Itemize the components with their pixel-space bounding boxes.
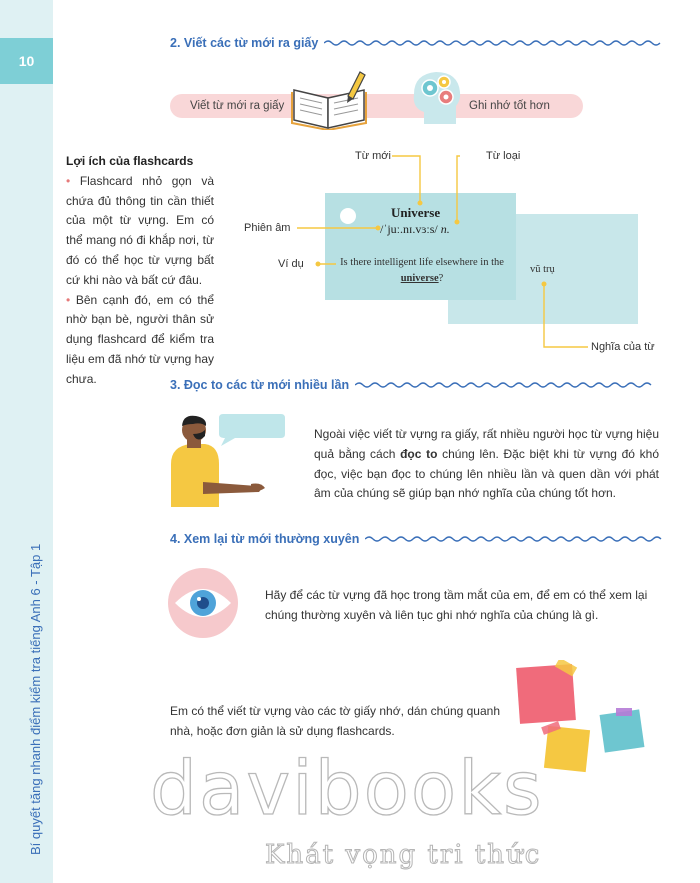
page-number: 10	[0, 38, 53, 84]
flashcard-word: Universe	[391, 205, 441, 220]
section-3-emphasis: đọc to	[400, 446, 438, 461]
pill-remember-label: Ghi nhớ tốt hơn	[469, 100, 550, 112]
example-keyword: universe	[400, 273, 439, 285]
flashcard-meaning: vũ trụ	[530, 264, 555, 275]
eye-icon	[167, 567, 239, 639]
book-title-vertical: Bí quyết tăng nhanh điểm kiểm tra tiếng Anh 6 - Tập 1	[28, 543, 43, 855]
section-4-title: 4. Xem lại từ mới thường xuyên	[170, 532, 360, 546]
benefits-title: Lợi ích của flashcards	[66, 154, 194, 168]
phonetic-text: /ˈjuː.nɪ.vɜːs/	[380, 222, 438, 236]
section-3-paragraph	[314, 425, 659, 504]
wavy-divider	[365, 535, 665, 543]
label-word-type: Từ loại	[486, 150, 521, 162]
part-of-speech: n.	[440, 222, 450, 236]
section-2-title: 2. Viết các từ mới ra giấy	[170, 36, 319, 50]
label-meaning: Nghĩa của từ	[591, 341, 655, 353]
section-3-text-before: Ngoài việc viết từ vựng ra giấy, rất nhiều người học từ vựng hiệu quả bằng cách	[314, 427, 659, 461]
section-4-paragraph: Hãy để các từ vựng đã học trong tầm mắt của em, để em có thể xem lại chúng thường xuyên và liên tục ghi nhớ nghĩa của chúng là gì.	[265, 588, 648, 622]
example-after: ?	[438, 273, 444, 285]
brand-slogan: Khát vọng tri thức	[265, 840, 542, 870]
section-3-heading	[170, 378, 655, 392]
label-example: Ví dụ	[278, 258, 304, 270]
section-3-title: 3. Đọc to các từ mới nhiều lần	[170, 378, 350, 392]
person-speaking-illustration	[163, 412, 308, 507]
wavy-divider	[355, 381, 655, 389]
section-3-text-after: chúng lên. Đặc biệt khi từ vựng đó khó đọc, việc bạn đọc to chúng lên nhiều lần và quen dần với phát âm của chúng sẽ giúp bạn nhớ nghĩa của chúng tốt hơn.	[314, 446, 659, 501]
section-4-heading	[170, 532, 665, 546]
example-before: Is there intelligent life elsewhere in the	[340, 257, 504, 268]
label-pronunciation: Phiên âm	[244, 222, 291, 234]
section-5-paragraph: Em có thể viết từ vựng vào các tờ giấy nhớ, dán chúng quanh nhà, hoặc đơn giản là sử dụng flashcards.	[170, 704, 500, 738]
brand-wordmark: davibooks	[150, 746, 544, 832]
bullet-2: •	[66, 292, 71, 307]
benefit-text-2: Bên cạnh đó, em có thể nhờ bạn bè, người thân sử dụng flashcard để kiểm tra liệu em đã nhớ từ vựng hay chưa.	[66, 292, 215, 386]
label-new-word: Từ mới	[355, 150, 391, 162]
bullet-1: •	[66, 173, 71, 188]
pill-write-label: Viết từ mới ra giấy	[190, 100, 285, 112]
benefit-text-1: Flashcard nhỏ gọn và chứa đủ thông tin cần thiết của một từ vựng. Em có thể mang nó đi khắp nơi, từ đó có thể học từ vựng bất cứ khi nào và bất cứ đâu.	[66, 173, 215, 287]
